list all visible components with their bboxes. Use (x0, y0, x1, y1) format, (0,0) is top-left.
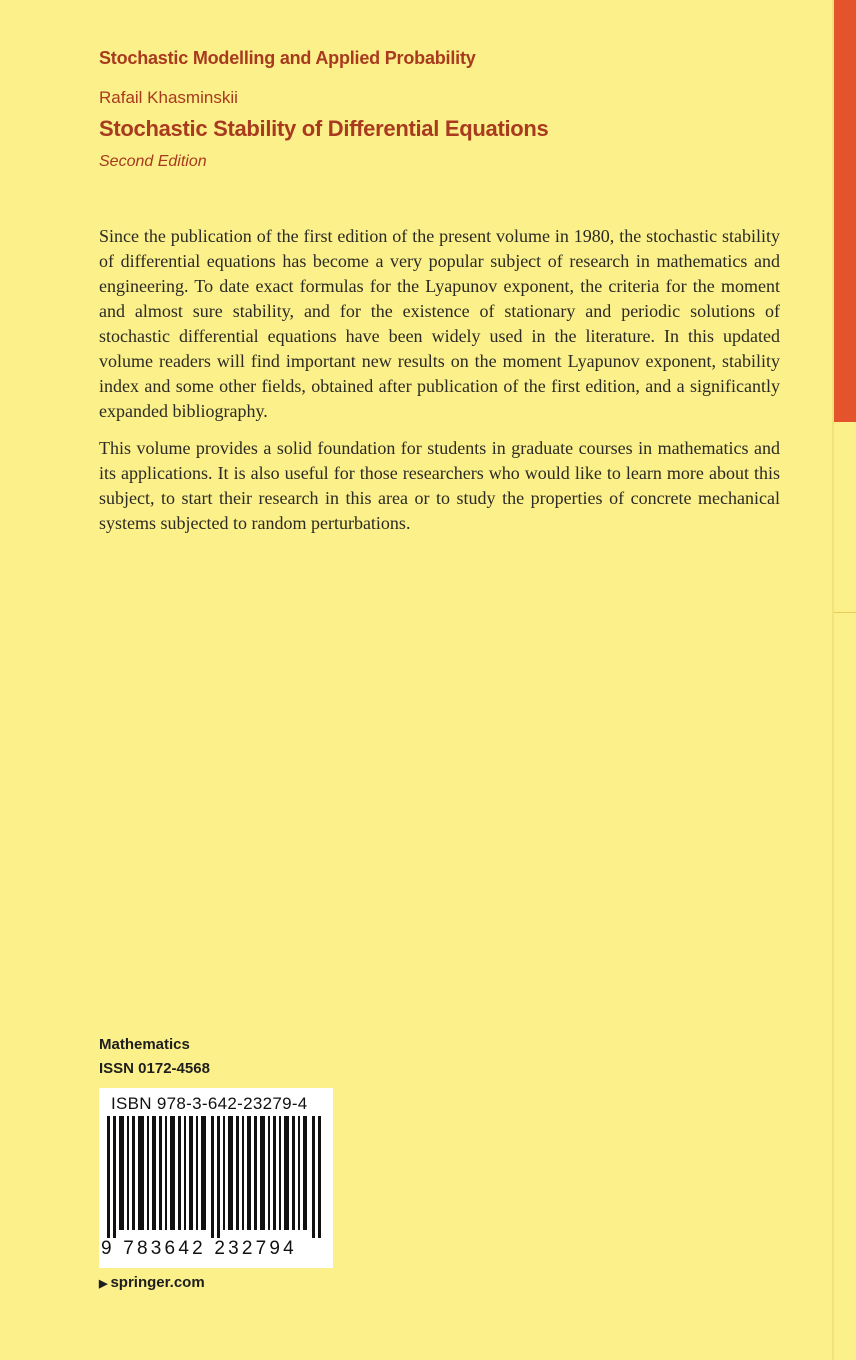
ean-digits: 9 783642 232794 (101, 1238, 297, 1259)
description-paragraph: This volume provides a solid foundation for students in graduate courses in mathematics and its applications. It is also useful for those researchers who would like to learn more about this subject, to start their research in this area or to study the properties of concrete mechanical systems subjected to random perturbations. (99, 438, 780, 533)
description-paragraph: Since the publication of the first edition of the present volume in 1980, the stochastic stability of differential equations has become a very popular subject of research in mathematics and engineering. To date exact formulas for the Lyapunov exponent, the criteria for the moment and almost sure stability, and for the existence of stationary and periodic solutions of stochastic differential equations have been widely used in the literature. In this updated volume readers will find important new results on the moment Lyapunov exponent, stability index and some other fields, obtained after publication of the first edition, and a significantly expanded bibliography. (99, 226, 780, 421)
isbn-text: ISBN 978-3-642-23279-4 (111, 1094, 308, 1113)
book-title: Stochastic Stability of Differential Equations (99, 116, 549, 141)
barcode (99, 1088, 333, 1268)
subject-label: Mathematics (99, 1036, 190, 1053)
edition-label: Second Edition (99, 153, 207, 170)
author-name: Rafail Khasminskii (99, 88, 238, 107)
triangle-right-icon: ▶ (99, 1278, 108, 1290)
spine-accent-band (834, 0, 856, 422)
spine-divider (834, 612, 856, 613)
publisher-website[interactable] (99, 1274, 205, 1291)
website-label: springer.com (110, 1274, 205, 1291)
issn-label: ISSN 0172-4568 (99, 1060, 210, 1077)
description (99, 224, 780, 548)
barcode-bars (107, 1116, 325, 1238)
series-title: Stochastic Modelling and Applied Probability (99, 48, 476, 68)
